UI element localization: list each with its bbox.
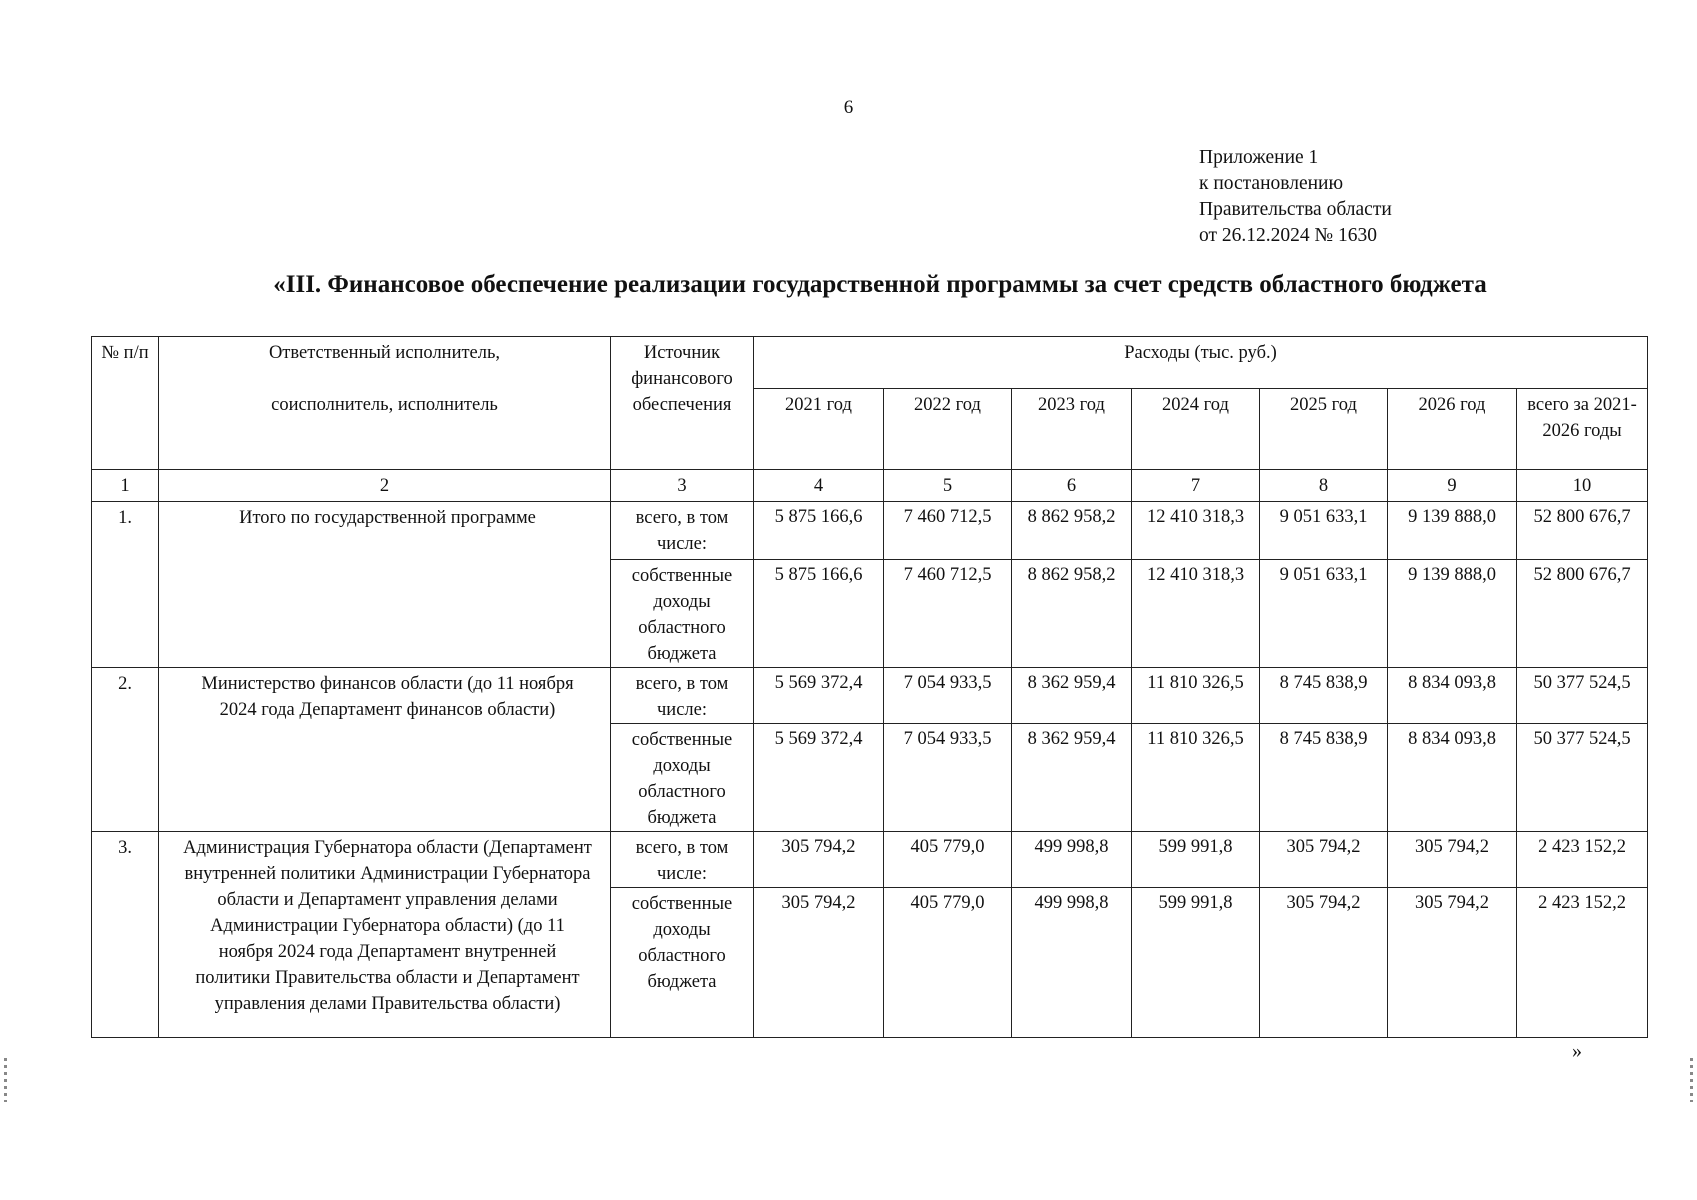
header-executor-bottom: соисполнитель, исполнитель [159,389,611,470]
header-year: 2025 год [1260,389,1388,470]
appendix-block [1199,145,1392,249]
budget-table [91,336,1648,1038]
source-cell: всего, в том числе: [611,502,754,560]
value-cell: 599 991,8 [1132,832,1260,888]
appendix-line: Правительства области [1199,199,1392,220]
table-row [92,832,1648,888]
value-cell: 12 410 318,3 [1132,560,1260,668]
header-row [92,389,1648,470]
value-cell: 499 998,8 [1012,888,1132,1038]
source-cell: собственные доходы областного бюджета [611,724,754,832]
header-executor-top: Ответственный исполнитель, [159,337,611,389]
value-cell: 305 794,2 [754,888,884,1038]
column-number: 6 [1012,470,1132,502]
value-cell: 7 460 712,5 [884,502,1012,560]
value-cell: 7 460 712,5 [884,560,1012,668]
scan-edge-mark-right [1690,1058,1693,1102]
value-cell: 305 794,2 [754,832,884,888]
column-number: 9 [1388,470,1517,502]
value-cell: 405 779,0 [884,832,1012,888]
source-cell: собственные доходы областного бюджета [611,888,754,1038]
header-year: 2026 год [1388,389,1517,470]
value-cell: 7 054 933,5 [884,668,1012,724]
header-year-total: всего за 2021-2026 годы [1517,389,1648,470]
header-expenses: Расходы (тыс. руб.) [754,337,1648,389]
appendix-line: к постановлению [1199,173,1344,194]
value-cell: 12 410 318,3 [1132,502,1260,560]
value-cell: 305 794,2 [1388,832,1517,888]
value-cell: 9 051 633,1 [1260,560,1388,668]
source-cell: собственные доходы областного бюджета [611,560,754,668]
value-cell: 305 794,2 [1260,832,1388,888]
value-cell: 9 139 888,0 [1388,560,1517,668]
section-title: «III. Финансовое обеспечение реализации государственной программы за счет средств областного бюджета [273,271,1487,298]
row-number: 1. [92,502,159,668]
value-cell: 8 862 958,2 [1012,560,1132,668]
value-cell: 8 745 838,9 [1260,724,1388,832]
value-cell: 599 991,8 [1132,888,1260,1038]
value-cell: 5 569 372,4 [754,668,884,724]
value-cell: 9 051 633,1 [1260,502,1388,560]
total-value-cell: 2 423 152,2 [1517,832,1648,888]
value-cell: 11 810 326,5 [1132,724,1260,832]
column-number: 2 [159,470,611,502]
table-row [92,502,1648,560]
value-cell: 405 779,0 [884,888,1012,1038]
value-cell: 8 362 959,4 [1012,668,1132,724]
value-cell: 8 834 093,8 [1388,668,1517,724]
column-number: 10 [1517,470,1648,502]
executor-cell: Администрация Губернатора области (Департамент внутренней политики Администрации Губернатора области и Департамент управления делами Администрации Губернатора области) (до 11 ноября 2024 года Департамент внутренней политики Правительства области и Департамент управления делами Правительства области) [159,832,611,1038]
total-value-cell: 52 800 676,7 [1517,502,1648,560]
total-value-cell: 50 377 524,5 [1517,668,1648,724]
value-cell: 8 745 838,9 [1260,668,1388,724]
table-row [92,668,1648,724]
total-value-cell: 50 377 524,5 [1517,724,1648,832]
value-cell: 11 810 326,5 [1132,668,1260,724]
column-number: 4 [754,470,884,502]
header-year: 2023 год [1012,389,1132,470]
value-cell: 8 862 958,2 [1012,502,1132,560]
column-number: 8 [1260,470,1388,502]
row-number: 3. [92,832,159,1038]
column-number: 3 [611,470,754,502]
value-cell: 5 875 166,6 [754,502,884,560]
total-value-cell: 2 423 152,2 [1517,888,1648,1038]
value-cell: 5 569 372,4 [754,724,884,832]
source-cell: всего, в том числе: [611,668,754,724]
header-num: № п/п [92,337,159,470]
column-number: 1 [92,470,159,502]
value-cell: 9 139 888,0 [1388,502,1517,560]
header-year: 2022 год [884,389,1012,470]
value-cell: 305 794,2 [1260,888,1388,1038]
executor-cell: Итого по государственной программе [159,502,611,668]
header-year: 2021 год [754,389,884,470]
executor-cell: Министерство финансов области (до 11 ноября 2024 года Департамент финансов области) [159,668,611,832]
page-number: 6 [843,97,854,118]
column-number: 7 [1132,470,1260,502]
appendix-line: Приложение 1 [1199,147,1319,168]
total-value-cell: 52 800 676,7 [1517,560,1648,668]
appendix-line: от 26.12.2024 № 1630 [1199,225,1377,246]
value-cell: 499 998,8 [1012,832,1132,888]
column-number-row [92,470,1648,502]
column-number: 5 [884,470,1012,502]
source-cell: всего, в том числе: [611,832,754,888]
header-year: 2024 год [1132,389,1260,470]
closing-quote: » [1572,1040,1582,1062]
value-cell: 8 362 959,4 [1012,724,1132,832]
scan-edge-mark-left [4,1058,7,1102]
header-row [92,337,1648,389]
value-cell: 305 794,2 [1388,888,1517,1038]
header-source: Источник финансового обеспечения [611,337,754,470]
value-cell: 8 834 093,8 [1388,724,1517,832]
row-number: 2. [92,668,159,832]
value-cell: 5 875 166,6 [754,560,884,668]
value-cell: 7 054 933,5 [884,724,1012,832]
